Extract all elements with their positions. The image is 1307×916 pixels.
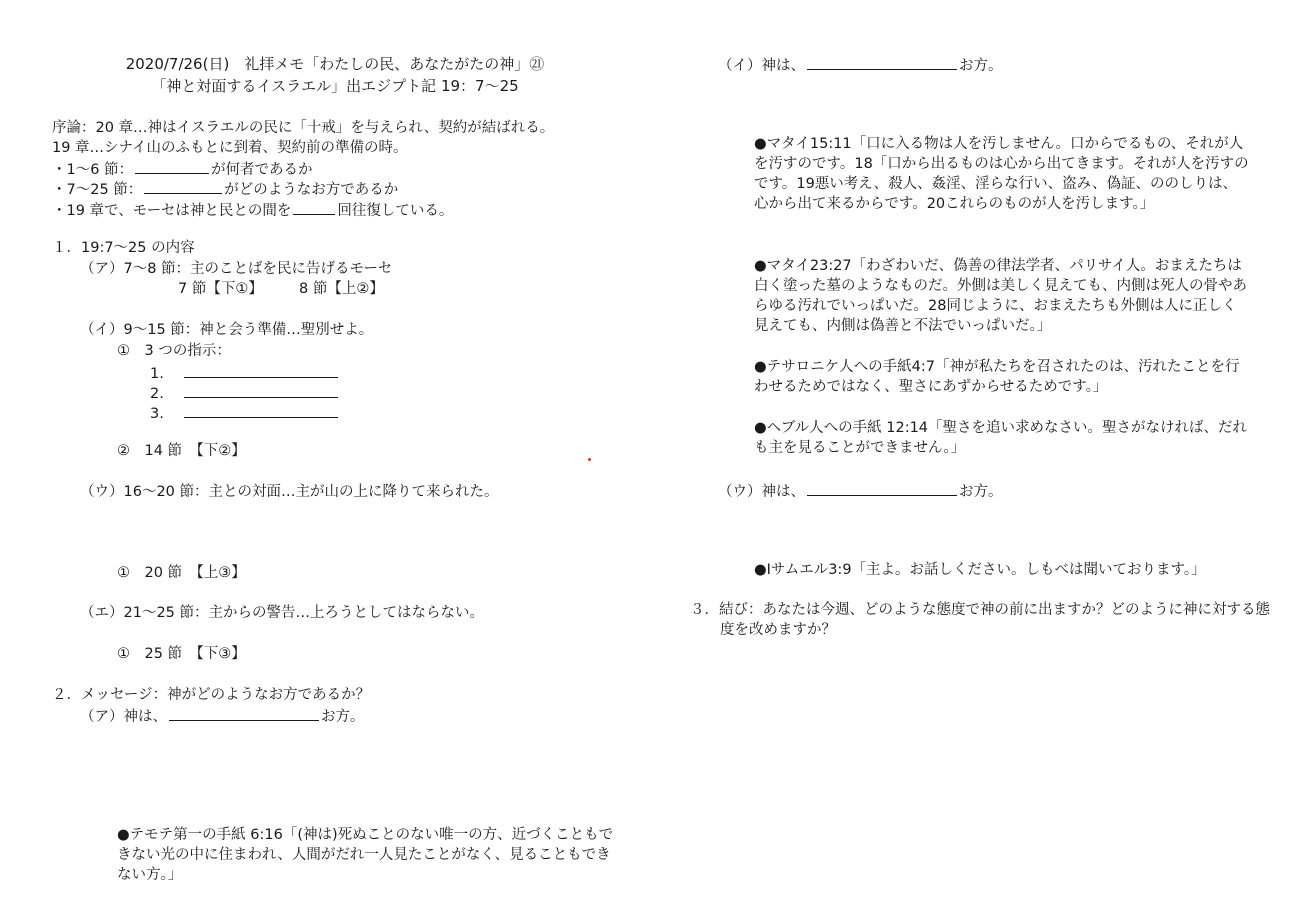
section-2-a — [80, 705, 365, 727]
section-3-conclusion: ３．結び：あなたは今週、どのような態度で神の前に出ますか？どのように神に対する態度を改めますか？ — [690, 602, 1270, 638]
fill-blank — [184, 402, 338, 418]
section-2-i — [718, 54, 1003, 76]
list-number: 3. — [150, 406, 164, 422]
quote-matthew-15: ●マタイ15:11「口に入る物は人を汚しません。口からでるもの、それが人を汚すのです。18「口から出るものは心から出てきます。それが人を汚すのです。19悪い考え、殺人、姦淫、淫らな行い、盗み、偽証、ののしりは、心から出て来るからです。20これらのものが人を汚します。」 — [754, 136, 1249, 212]
title-line-1: 2020/7/26(日) 礼拝メモ「わたしの民、あなたがたの神」㉑ — [125, 55, 545, 73]
red-dot-mark — [588, 458, 591, 461]
s2-u-suffix: お方。 — [959, 484, 1003, 500]
bullet-1-suffix: が何者であるか — [211, 162, 313, 178]
quote-1-samuel: ●Iサムエル3:9「主よ。お話しください。しもべは聞いております。」 — [754, 562, 1206, 578]
fill-blank — [807, 480, 957, 496]
title-line-2: 「神と対面するイスラエル」出エジプト記 19：7～25 — [151, 77, 519, 95]
quote-hebrews: ●ヘブル人への手紙 12:14「聖さを追い求めなさい。聖さがなければ、だれも主を見ることができません。」 — [754, 420, 1248, 456]
bullet-3-suffix: 回往復している。 — [337, 203, 454, 219]
fill-blank — [169, 705, 319, 721]
quote-1-timothy: ●テモテ第一の手紙 6:16「(神は)死ぬことのない唯一の方、近づくこともできない光の中に住まわれ、人間がだれ一人見たことがなく、見ることもできない方。」 — [117, 827, 614, 883]
quote-thessalonians: ●テサロニケ人への手紙4:7「神が私たちを召されたのは、汚れたことを行わせるためではなく、聖さにあずからせるためです。」 — [754, 359, 1240, 395]
bullet-3-prefix: ・19 章で、モーセは神と民との間を — [52, 203, 292, 219]
quote-matthew-23: ●マタイ23:27「わざわいだ、偽善の律法学者、パリサイ人。おまえたちは白く塗った墓のようなものだ。外側は美しく見えても、内側は死人の骨やあらゆる汚れでいっぱいだ。28同じように、おまえたちも外側は人に正しく見えても、内側は偽善と不法でいっぱいだ。」 — [754, 258, 1247, 334]
s2-a-prefix: （ア）神は、 — [80, 709, 167, 725]
section-2-heading: ２．メッセージ：神がどのようなお方であるか？ — [52, 687, 371, 703]
verse-20-ref: ① 20 節 【上③】 — [117, 565, 246, 581]
bullet-verses-1-6 — [52, 158, 313, 180]
list-number: 2. — [150, 386, 164, 402]
verse-8-ref: 8 節【上②】 — [299, 281, 384, 297]
s2-u-prefix: （ウ）神は、 — [718, 484, 805, 500]
section-1-e: （エ）21～25 節：主からの警告…上ろうとしてはならない。 — [80, 605, 485, 621]
intro-line-2: 19 章…シナイ山のふもとに到着、契約前の準備の時。 — [52, 140, 408, 156]
s2-a-suffix: お方。 — [321, 709, 365, 725]
fill-blank — [807, 54, 957, 70]
section-1-a: （ア）7～8 節：主のことばを民に告げるモーセ — [80, 261, 393, 277]
bullet-1-prefix: ・1～6 節： — [52, 162, 134, 178]
bullet-2-suffix: がどのようなお方であるか — [224, 182, 399, 198]
verse-14-ref: ② 14 節 【下②】 — [117, 443, 246, 459]
list-item-1 — [150, 362, 340, 384]
section-1-i: （イ）9～15 節：神と会う準備…聖別せよ。 — [80, 322, 374, 338]
fill-blank — [135, 158, 209, 174]
verse-7-ref: 7 節【下①】 — [178, 281, 263, 297]
bullet-round-trips — [52, 199, 453, 221]
fill-blank — [293, 199, 335, 215]
section-1-heading: １．19:7～25 の内容 — [52, 240, 195, 256]
list-item-2 — [150, 382, 340, 404]
fill-blank — [184, 382, 338, 398]
bullet-verses-7-25 — [52, 178, 398, 200]
s2-i-prefix: （イ）神は、 — [718, 58, 805, 74]
fill-blank — [144, 178, 222, 194]
section-2-u — [718, 480, 1003, 502]
list-item-3 — [150, 402, 340, 424]
s2-i-suffix: お方。 — [959, 58, 1003, 74]
list-number: 1. — [150, 366, 164, 382]
section-1-u: （ウ）16～20 節：主との対面…主が山の上に降りて来られた。 — [80, 484, 499, 500]
fill-blank — [184, 362, 338, 378]
intro-line-1: 序論：20 章…神はイスラエルの民に「十戒」を与えられ、契約が結ばれる。 — [52, 120, 555, 136]
verse-25-ref: ① 25 節 【下③】 — [117, 646, 246, 662]
bullet-2-prefix: ・7～25 節： — [52, 182, 143, 198]
three-instructions: ① 3 つの指示： — [117, 343, 231, 359]
